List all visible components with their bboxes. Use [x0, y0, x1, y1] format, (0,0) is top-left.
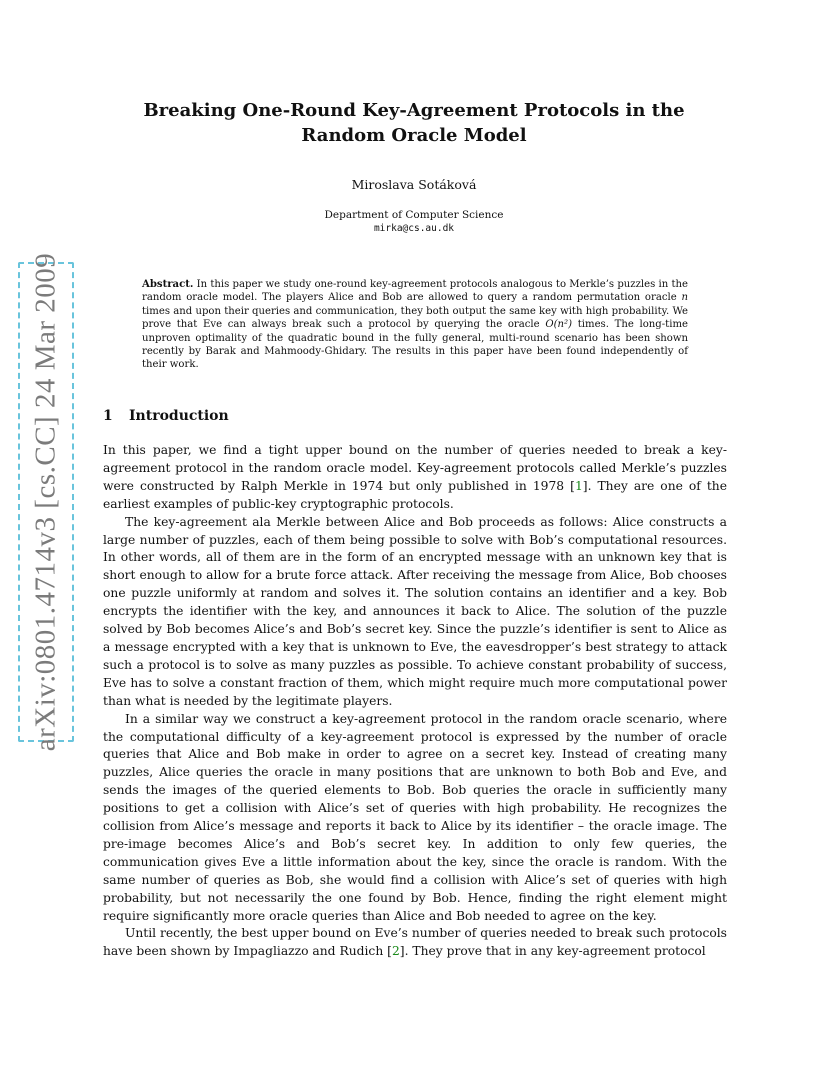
paragraph-4-text: Until recently, the best upper bound on Eve’s number of queries needed to break such protocols have been shown by Impagliazzo and Rudich [: [103, 926, 727, 959]
abstract-text-3: times. The long-time unproven optimality of the quadratic bound in the fully general, multi-round scenario has been shown recently by Barak and Mahmoody-Ghidary. The results in this paper have been found independently of their work.: [142, 319, 688, 371]
section-number: 1: [103, 408, 113, 424]
paragraph-4: [103, 925, 727, 961]
abstract-var-n: n: [681, 292, 688, 304]
department: Department of Computer Science: [324, 209, 504, 221]
citation-link[interactable]: 2: [391, 944, 400, 959]
paragraph-1-tail: ]. They are one of the earliest examples of public-key cryptographic protocols.: [103, 478, 727, 511]
body-text: [103, 442, 727, 961]
affiliation: [100, 208, 728, 236]
abstract-label: Abstract.: [142, 279, 194, 290]
paragraph-1-text: In this paper, we find a tight upper bound on the number of queries needed to break a key-agreement protocol in the random oracle model. Key-agreement protocols called Merkle’s puzzles were constructed by Ralph Merkle in 1974 but only published in 1978 [: [103, 443, 727, 493]
arxiv-identifier: arXiv:0801.4714v3 [cs.CC] 24 Mar 2009: [29, 252, 62, 752]
abstract-text-1: In this paper we study one-round key-agreement protocols analogous to Merkle’s puzzles in the random oracle model. The players Alice and Bob are allowed to query a random permutation oracle: [142, 279, 688, 304]
paragraph-1: [103, 442, 727, 514]
section-heading: [103, 408, 229, 424]
paper-title: Breaking One-Round Key-Agreement Protocols in the Random Oracle Model: [143, 100, 685, 146]
email: mirka@cs.au.dk: [373, 223, 455, 234]
abstract-text-2: times and upon their queries and communication, they both output the same key with high probability. We prove that Eve can always break such a protocol by querying the oracle: [142, 305, 688, 331]
abstract-math: O(n²): [545, 319, 573, 331]
paragraph-4-tail: ]. They prove that in any key-agreement protocol: [399, 944, 706, 959]
abstract: [142, 278, 688, 372]
arxiv-watermark: [18, 252, 74, 752]
paragraph-2: The key-agreement ala Merkle between Alice and Bob proceeds as follows: Alice constructs a large number of puzzles, each of them being possible to solve with Bob’s computational resources. In other words, all of them are in the form of an encrypted message with an unknown key that is short enough to allow for a brute force attack. After receiving the message from Alice, Bob chooses one puzzle uniformly at random and solves it. The solution contains an identifier and a key. Bob encrypts the identifier with the key, and announces it back to Alice. The solution of the puzzle solved by Bob becomes Alice’s and Bob’s secret key. Since the puzzle’s identifier is sent to Alice as a message encrypted with a key that is unknown to Eve, the eavesdropper’s best strategy to attack such a protocol is to solve as many puzzles as possible. To achieve constant probability of success, Eve has to solve a constant fraction of them, which might require much more computational power than what is needed by the legitimate players.: [103, 514, 727, 708]
author-name: Miroslava Sotáková: [351, 177, 477, 192]
citation-link[interactable]: 1: [574, 478, 583, 493]
paragraph-3: In a similar way we construct a key-agreement protocol in the random oracle scenario, where the computational difficulty of a key-agreement protocol is expressed by the number of oracle queries that Alice and Bob make in order to agree on a secret key. Instead of creating many puzzles, Alice queries the oracle in many positions that are unknown to both Bob and Eve, and sends the images of the queried elements to Bob. Bob queries the oracle in sufficiently many positions to get a collision with Alice’s set of queries with high probability. He recognizes the collision from Alice’s message and reports it back to Alice by its identifier – the oracle image. The pre-image becomes Alice’s and Bob’s secret key. In addition to only few queries, the communication gives Eve a little information about the key, since the oracle is random. With the same number of queries as Bob, she would find a collision with Alice’s set of queries with high probability, but not necessarily the one found by Bob. Hence, finding the right element might require significantly more oracle queries than Alice and Bob needed to agree on the key.: [103, 711, 727, 923]
section-title: Introduction: [129, 408, 229, 424]
